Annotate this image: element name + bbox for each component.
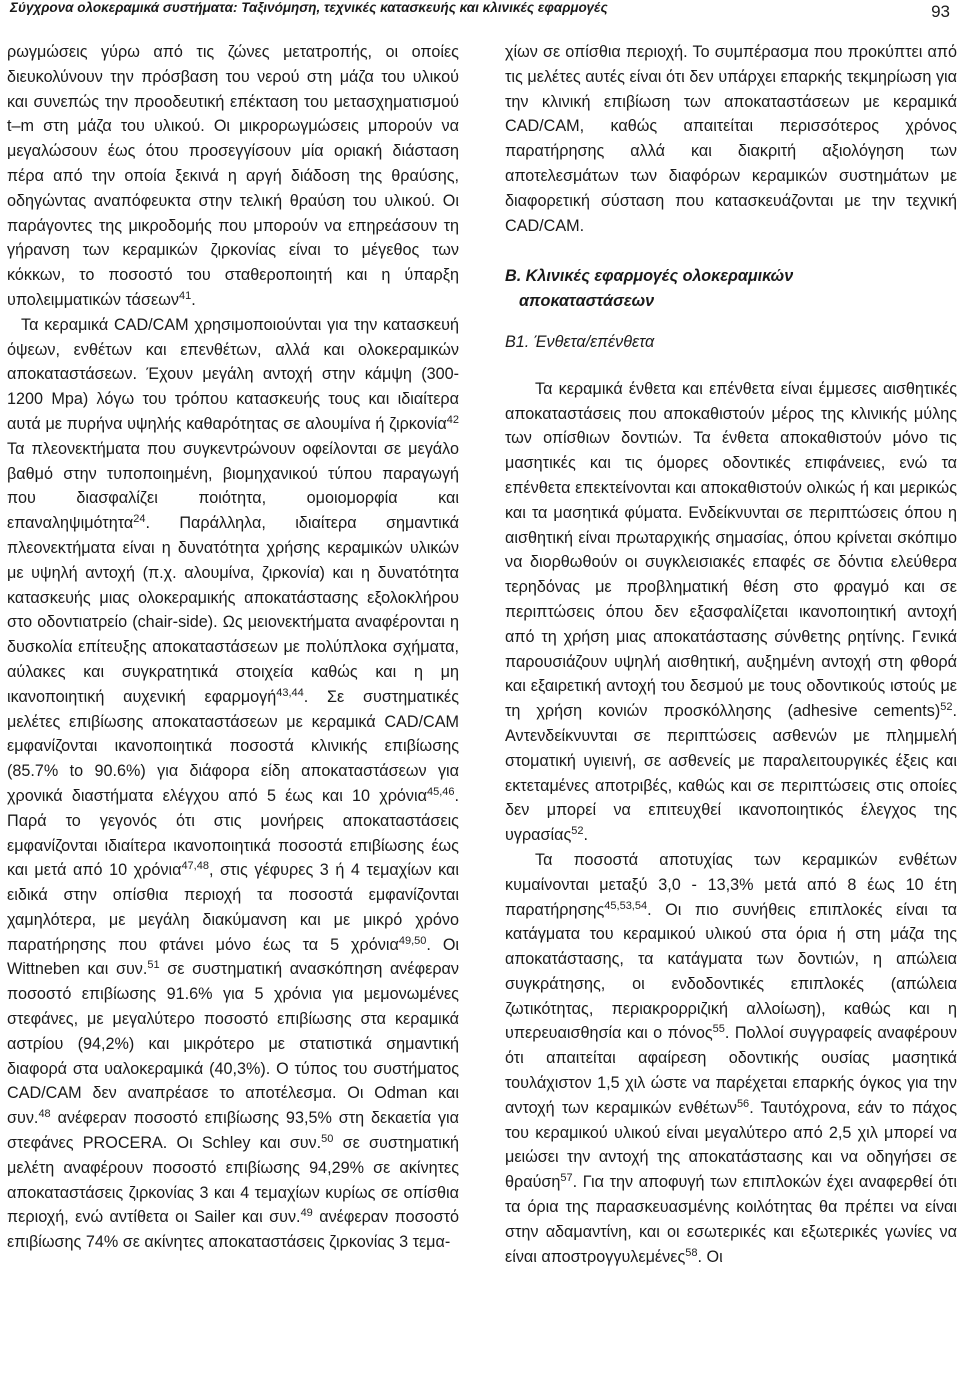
citation: 58: [685, 1246, 698, 1259]
section-heading-line-2: αποκαταστάσεων: [519, 292, 655, 311]
citation: 55: [712, 1023, 725, 1036]
subsection-heading: B1. Ένθετα/επένθετα: [505, 332, 655, 351]
citation: 52: [940, 701, 953, 714]
citation: 42: [446, 413, 459, 426]
citation: 57: [560, 1172, 573, 1185]
citation: 50: [321, 1133, 334, 1146]
citation: 41: [178, 289, 192, 302]
citation: 47,48: [181, 860, 209, 873]
citation: 45,46: [426, 785, 455, 798]
citation: 49: [300, 1207, 313, 1220]
section-heading-line-1: B. Κλινικές εφαρμογές ολοκεραμικών: [505, 267, 794, 286]
page-header: [0, 0, 960, 26]
paragraph-right-1: χίων σε οπίσθια περιοχή. Το συμπέρασμα που προκύπτει από τις μελέτες αυτές είναι ότι δεν υπάρχει επαρκής τεκμηρίωση για την κλινική επιβίωση των αποκαταστάσεων με κεραμικά CAD/CAM, καθώς απαιτείται περισσότερος χρόνος παρατήρησης αλλά και διακριτή αξιολόγηση των αποτελεσμάτων των διαφόρων κεραμικών συστημάτων με διαφορετική σύσταση που κατασκευάζονται με την τεχνική CAD/CAM.: [505, 43, 957, 235]
paragraph-right-2: Τα κεραμικά ένθετα και επένθετα είναι έμμεσες αισθητικές αποκαταστάσεις που αποκαθιστούν μέρος της κλινικής μύλης των οπίσθιων δοντιών. Τα ένθετα αποκαθιστούν μόνο τις μασητικές και τις όμορες οδοντικές επιφάνειες, ενώ τα επένθετα επεκτείνονται και αποκαθιστούν ολικώς ή και μερικώς και τα μασητικά φύματα. Ενδείκνυνται σε περιπτώσεις όπου η αισθητική είναι πρωταρχικής σημασίας, όπου κρίνεται σκόπιμο να διορθωθούν οι συγκλεισιακές επαφές σε δόντια ελεύθερα τερηδόνας με προβληματική θέση στο φραγμό και σε περιπτώσεις όπου δεν εξασφαλίζεται ικανοποιητική αντοχή από τη χρήση μιας αποκατάστασης σύνθετης ρητίνης. Γενικά παρουσιάζουν υψηλή αισθητική, αυξημένη αντοχή στη φθορά και εξαιρετική αντοχή του δεσμού με τους οδοντικούς ιστούς με τη χρήση κονιών προσκόλλησης (adhesive cements)$^{52}$. Αντενδείκνυνται σε περιπτώσεις ασθενών με πλημμελή στοματική υγιεινή, σε ασθενείς με παραλειτουργικές έξεις και εκτεταμένες αποτριβές, καθώς και σε περιπτώσεις στις οποίες δεν μπορεί να επιτευχθεί ικανοποιητικός έλεγχος της υγρασίας$^{52}$.: [505, 379, 957, 845]
citation: 45,53,54: [604, 899, 648, 912]
page-number: 93: [931, 2, 950, 21]
paragraph-right-3: Τα ποσοστά αποτυχίας των κεραμικών ενθέτων κυμαίνονται μεταξύ 3,0 - 13,3% μετά από 8 έως 10 έτη παρατήρησης$^{45,53,54}$. Οι πιο συνήθεις επιπλοκές είναι τα κατάγματα του κεραμικού υλικού στα όρια ή στη μάζα της αποκατάστασης, τα κατάγματα των δοντιών, η απώλεια συγκράτησης, οι ενδοδοντικές επιπλοκές (απώλεια ζωτικότητας, περιακρορριζική αλλοίωση), καθώς και η υπερευαισθησία και ο πόνος$^{55}$. Πολλοί συγγραφείς αναφέρουν ότι απαιτείται αφαίρεση οδοντικής ουσίας μασητικά τουλάχιστον 1,5 χιλ ώστε να παρέχεται επαρκής όγκος για την αντοχή των κεραμικών ενθέτων$^{56}$. Ταυτόχρονα, εάν το πάχος του κεραμικού υλικού είναι μεγαλύτερο από 2,5 χιλ μπορεί να μειώσει την αντοχή της αποκατάστασης και να οδηγήσει σε θραύση$^{57}$. Για την αποφυγή των επιπλοκών έχει αναφερθεί ότι τα όρια της παρασκευασμένης κοιλότητας θα πρέπει να είναι στην αδαμαντίνη, και οι εσωτερικές και εξωτερικές γωνίες να είναι αποστρογγυλεμένες$^{58}$. Οι: [505, 850, 957, 1266]
citation: 48: [38, 1108, 51, 1121]
running-title: Σύγχρονα ολοκεραμικά συστήματα: Ταξινόμηση, τεχνικές κατασκευής και κλινικές εφαρμογές: [10, 0, 608, 15]
section-heading: [505, 264, 957, 314]
citation: 49,50: [398, 934, 427, 947]
citation: 43,44: [276, 686, 304, 699]
citation: 52: [571, 825, 584, 838]
right-column: [505, 40, 957, 1269]
citation: 51: [147, 959, 160, 972]
citation: 56: [736, 1097, 750, 1110]
citation: 24: [133, 513, 146, 526]
paragraph-left-2: Τα κεραμικά CAD/CAM χρησιμοποιούνται για την κατασκευή όψεων, ενθέτων και επενθέτων, αλλά και ολοκεραμικών αποκαταστάσεων. Έχουν μεγάλη αντοχή στην κάμψη (300-1200 Mpa) λόγω του τρόπου κατασκευής τους και ιδιαίτερα αυτά με πυρήνα υψηλής καθαρότητας σε αλουμίνα ή ζιρκονία$^{42}$ Τα πλεονεκτήματα που συγκεντρώνουν οφείλονται σε μεγάλο βαθμό στην τυποποιημένη, βιομηχανικού τύπου παραγωγή που διασφαλίζει ποιότητα, ομοιομορφία και επαναληψιμότητα$^{24}$. Παράλληλα, ιδιαίτερα σημαντικά πλεονεκτήματα είναι η δυνατότητα χρήσης κεραμικών υλικών με υψηλή αντοχή (π.χ. αλουμίνα, ζιρκονία) και η δυνατότητα κατασκευής μιας ολοκεραμικής αποκατάστασης εξολοκλήρου στο οδοντιατρείο (chair-side). Ως μειονεκτήματα αναφέρονται η δυσκολία επίτευξης αποκαταστάσεων με πολύπλοκα σχήματα, αύλακες και συγκρατητικά στοιχεία καθώς και η μη ικανοποιητική αυχενική εφαρμογή$^{43,44}$. Σε συστηματικές μελέτες επιβίωσης αποκαταστάσεων με κεραμικά CAD/CAM εμφανίζονται ικανοποιητικά ποσοστά κλινικής επιβίωσης (85.7% to 90.6%) για διάφορα είδη αποκαταστάσεων για χρονικά διαστήματα ελέγχου από 5 έως και 10 χρόνια$^{45,46}$. Παρά το γεγονός ότι στις μονήρεις αποκαταστάσεις εμφανίζονται ιδιαίτερα ικανοποιητικά ποσοστά επιβίωσης έως και μετά από 10 χρόνια$^{47,48}$, στις γέφυρες 3 ή 4 τεμαχίων και ειδικά στην οπίσθια περιοχή τα ποσοστά εμφανίζονται χαμηλότερα, με μεγάλη διακύμανση και με μικρό χρόνο παρατήρησης που φτάνει μόνο έως τα 5 χρόνια$^{49,50}$. Οι Wittneben και συν.$^{51}$ σε συστηματική ανασκόπηση ανέφεραν ποσοστό επιβίωσης 91.6% για 5 χρόνια για μεμονωμένες στεφάνες, με μεγαλύτερο ποσοστό επιβίωσης στα κεραμικά αστρίου (94,2%) και μικρότερο με στατιστικά σημαντική διαφορά στα υαλοκεραμικά (40,3%). Ο τύπος του συστήματος CAD/CAM δεν αναπρέασε το αποτέλεσμα. Οι Odman και συν.$^{48}$ ανέφεραν ποσοστό επιβίωσης 93,5% στη δεκαετία για στεφάνες PROCERA. Οι Schley και συν.$^{50}$ σε συστηματική μελέτη αναφέρουν ποσοστό επιβίωσης 94,29% σε ακίνητες αποκαταστάσεις ζιρκονίας 3 και 4 τεμαχίων κυρίως σε οπίσθια περιοχή, ενώ αντίθετα οι Sailer και συν.$^{49}$ ανέφεραν ποσοστό επιβίωσης 74% σε ακίνητες αποκαταστάσεις ζιρκονίας 3 τεμα-: [7, 315, 460, 1252]
paragraph-left-1: ρωγμώσεις γύρω από τις ζώνες μετατροπής, οι οποίες διευκολύνουν την πρόσβαση του νερού στη μάζα του υλικού και συνεπώς την προοδευτική επέκταση του μετασχηματισμού t–m στη μάζα του υλικού. Οι μικρορωγμώσεις μπορούν να μεγαλώσουν έως ότου προσεγγίσουν μία οριακή διάσταση πέρα από την οποία ξεκινά η αργή διάδοση της θραύσης, οδηγώντας αναπόφευκτα στην τελική θραύση του υλικού. Οι παράγοντες της μικροδομής που μπορούν να επηρεάσουν τη γήρανση των κεραμικών ζιρκονίας είναι το μέγεθος των κόκκων, το ποσοστό του σταθεροποιητή και η ύπαρξη υπολειμματικών τάσεων$^{41}$.: [7, 43, 459, 309]
left-column: [7, 40, 459, 1255]
